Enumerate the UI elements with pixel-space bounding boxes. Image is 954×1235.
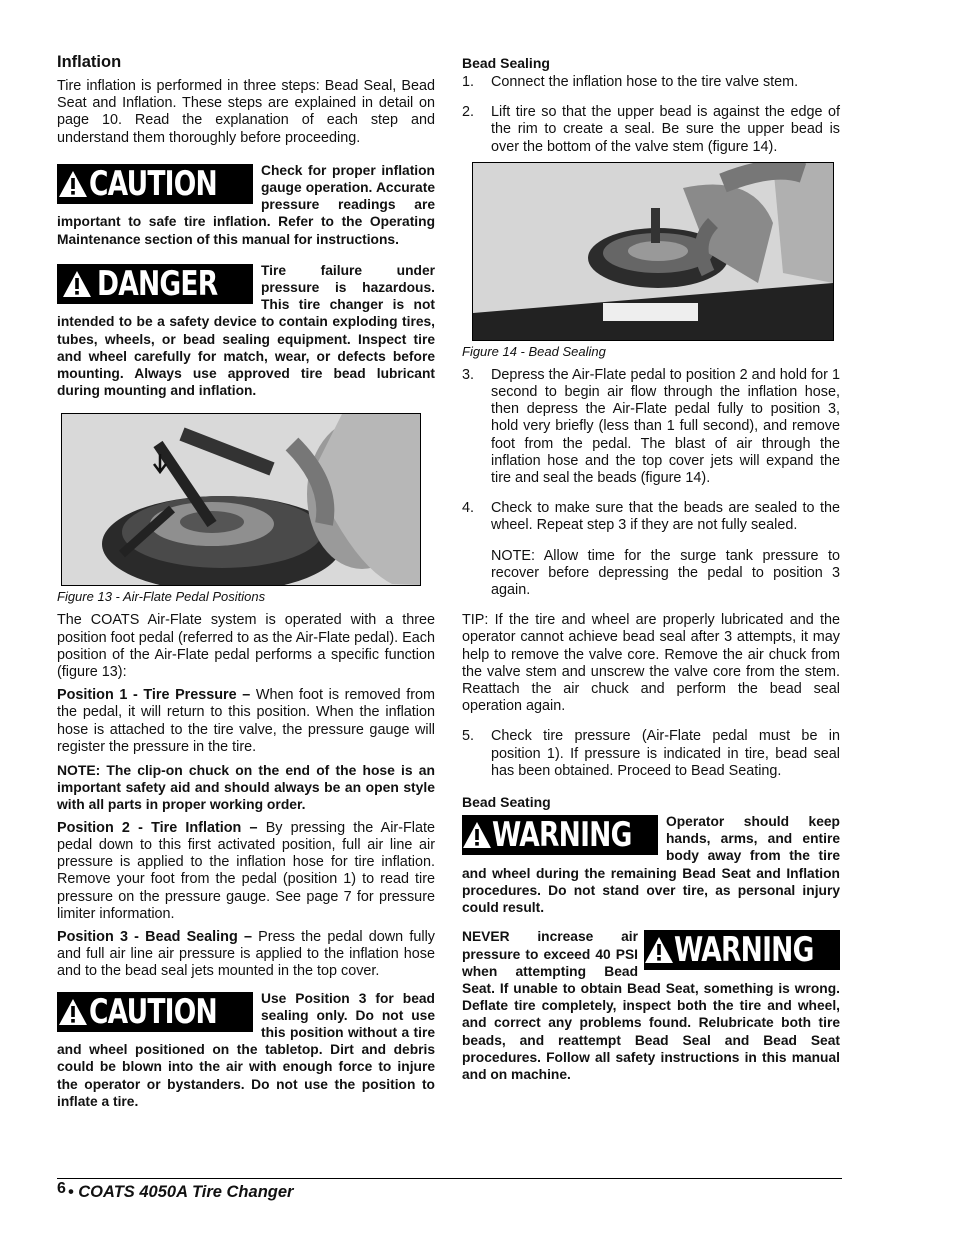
list-item (462, 500, 840, 599)
list-item (462, 728, 840, 780)
bead-sealing-steps (462, 74, 840, 156)
step-text: Depress the Air-Flate pedal to position 2 and hold for 1 second to begin air flow through the inflation hose, then depress the Air-Flate pedal fully to position 3, hold very briefly (less than 1 full second), and remove foot from the pedal. The blast of air through the inflation hose and the top cover jets will expand the tire and seal the beads (figure 14). (491, 366, 840, 487)
warning-text: NEVER increase air pressure to exceed 40 PSI when attempting Bead Seat. If unable to obtain Bead Seat, something is wrong. Deflate tire completely, inspect both the tire and wheel, and correct any problems found. Relubricate both tire beads, and reattempt Bead Seal and Bead Seat procedures. Follow all safety instructions in this manual and on machine. (462, 929, 840, 1082)
figure-14-caption: Figure 14 - Bead Sealing (462, 343, 606, 359)
position-2-label: Position 2 - Tire Inflation – (57, 819, 258, 836)
tip-paragraph: TIP: If the tire and wheel are properly lubricated and the operator cannot achieve bead seal after 3 attempts, it may help to remove the valve core. Remove the air chuck from the valve stem and unscrew the valve core from the stem. Reattach the air chuck and perform the bead seal operation again. (462, 612, 840, 715)
step-number: 3. (462, 366, 475, 383)
figure-13-caption: Figure 13 - Air-Flate Pedal Positions (57, 589, 266, 605)
inflation-intro: Tire inflation is performed in three steps: Bead Seal, Bead Seat and Inflation. These steps are explained in detail on page 10. Read the explanation of each step and understand them thoroughly before proceeding. (57, 78, 435, 146)
step-text: Lift tire so that the upper bead is against the edge of the rim to create a seal. Be sure the upper bead is over the bottom of the valve stem (figure 14). (491, 104, 840, 155)
warning-badge (644, 930, 840, 970)
caution-notice-2 (57, 990, 435, 1110)
page-number: 6 (57, 1180, 66, 1197)
caution-signal-word: CAUTION (88, 991, 217, 1032)
caution-badge (57, 992, 253, 1032)
right-column (462, 55, 840, 1083)
caution-signal-word: CAUTION (88, 163, 217, 204)
step-number: 1. (462, 74, 475, 90)
bead-sealing-heading: Bead Sealing (462, 55, 550, 71)
airflate-intro: The COATS Air-Flate system is operated with a three position foot pedal (referred to as the Air-Flate pedal). Each position of the Air-Flate pedal performs a specific function (figure 13): (57, 612, 435, 681)
list-item (462, 74, 840, 91)
step-number: 2. (462, 104, 475, 121)
position-1-label: Position 1 - Tire Pressure – (57, 687, 251, 704)
step-text: Check tire pressure (Air-Flate pedal must be in position 1). If pressure is indicated in tire, bead seal has been obtained. Proceed to Bead Seating. (491, 728, 840, 779)
danger-signal-word: DANGER (97, 263, 218, 304)
step-text: Check to make sure that the beads are sealed to the wheel. Repeat step 3 if they are not fully sealed. (491, 500, 840, 534)
bead-sealing-steps-continued (462, 367, 840, 599)
bead-sealing-step-5 (462, 728, 840, 780)
inflation-heading: Inflation (57, 53, 122, 71)
step-4-note: NOTE: Allow time for the surge tank pressure to recover before depressing the pedal to position 3 again. (491, 547, 840, 599)
warning-text: Operator should keep hands, arms, and entire body away from the tire and wheel during the remaining Bead Seat and Inflation procedures. Do not stand over tire, as personal injury could result. (462, 814, 840, 916)
list-item (462, 367, 840, 487)
step-text: Connect the inflation hose to the tire valve stem. (491, 74, 799, 90)
chuck-note: NOTE: The clip-on chuck on the end of the hose is an important safety aid and should always be an open style with all parts in proper working order. (57, 762, 435, 813)
position-2-paragraph (57, 820, 435, 923)
position-1-text: When foot is removed from the pedal, it will return to this position. When the inflation hose is attached to the tire valve, the pressure gauge will register the pressure in the tire. (57, 687, 435, 755)
exclamation-triangle-icon (57, 164, 89, 204)
caution-text: Check for proper inflation gauge operation. Accurate pressure readings are important to safe tire inflation. Refer to the Operating Maintenance section of this manual for instructions. (57, 162, 435, 247)
warning-notice-2 (462, 928, 840, 1083)
warning-badge (462, 815, 658, 855)
exclamation-triangle-icon (57, 992, 89, 1032)
danger-text: Tire failure under pressure is hazardous. This tire changer is not intended to be a safety device to contain exploding tires, tubes, wheels, or bead sealing equipment. Inspect tire and wheel carefully for match, wear, or defects before mounting. Always use approved tire bead lubricant during mounting and inflation. (57, 262, 435, 399)
warning-signal-word: WARNING (492, 815, 632, 856)
list-item (462, 104, 840, 156)
figure-14-photo (472, 162, 834, 341)
position-3-paragraph (57, 929, 435, 981)
caution-badge (57, 164, 253, 204)
figure-13-photo (61, 413, 421, 586)
exclamation-triangle-icon (644, 930, 674, 970)
caution-notice-1 (57, 162, 435, 248)
warning-notice-1 (462, 813, 840, 916)
step-number: 4. (462, 500, 475, 517)
position-1-paragraph (57, 687, 435, 756)
exclamation-triangle-icon (57, 264, 97, 304)
danger-badge (57, 264, 253, 304)
left-column (57, 52, 435, 1110)
position-3-label: Position 3 - Bead Sealing – (57, 928, 252, 945)
danger-notice (57, 262, 435, 400)
exclamation-triangle-icon (462, 815, 492, 855)
footer-title: • COATS 4050A Tire Changer (67, 1183, 294, 1201)
step-number: 5. (462, 728, 475, 745)
warning-signal-word: WARNING (674, 930, 814, 971)
footer-divider (57, 1178, 842, 1179)
page-footer (57, 1180, 293, 1202)
caution-text: Use Position 3 for bead sealing only. Do not use this position without a tire and wheel positioned on the tabletop. Dirt and debris could be blown into the air with enough force to injure the operator or bystanders. Do not use the position to inflate a tire. (57, 990, 435, 1109)
position-3-text: Press the pedal down fully and full air line air pressure is applied to the inflation hose and to the bead seal jets mounted in the top cover. (57, 928, 435, 980)
position-2-text: By pressing the Air-Flate pedal down to this first activated position, full air line air pressure is applied to the inflation hose for tire inflation. Remove your foot from the pedal (position 1) to read tire pressure on the pressure gauge. See page 7 for pressure limiter information. (57, 819, 436, 922)
bead-seating-heading: Bead Seating (462, 794, 551, 811)
